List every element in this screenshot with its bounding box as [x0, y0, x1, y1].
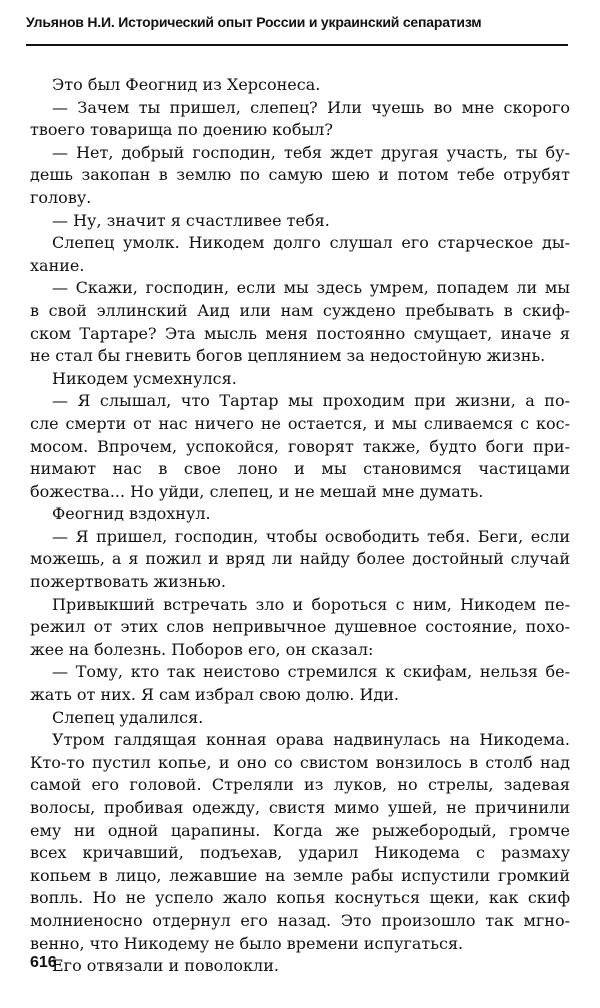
text-line: жать от них. Я сам избрал свою долю. Иди. — [30, 685, 400, 705]
text-line: самой его головой. Стреляли из луков, но стрелы, задевая — [30, 775, 570, 795]
text-line: Никодем усмехнулся. — [52, 368, 237, 388]
text-line: не стал бы гневить богов цеплянием за недостойную жизнь. — [30, 346, 546, 366]
text-line: в свой эллинский Аид или нам суждено пребывать в скиф- — [30, 300, 570, 320]
text-line: — Я слышал, что Тартар мы проходим при жизни, а по- — [52, 391, 570, 411]
text-line: дешь закопан в землю по самую шею и потом тебе отрубят — [30, 165, 570, 185]
text-line: Феогнид вздохнул. — [52, 504, 211, 524]
text-line: нимают нас в свое лоно и мы становимся частицами — [30, 459, 570, 479]
text-line: Утром галдящая конная орава надвинулась на Никодема. — [52, 730, 570, 750]
header-rule — [26, 44, 568, 46]
text-line: ском Тартаре? Эта мысль меня постоянно смущает, иначе я — [30, 323, 570, 343]
text-line: — Зачем ты пришел, слепец? Или чуешь во мне скорого — [52, 97, 570, 117]
text-line: твоего товарища по доению кобыл? — [30, 120, 333, 140]
text-line: Слепец умолк. Никодем долго слушал его старческое ды- — [52, 233, 570, 253]
text-line: — Я пришел, господин, чтобы освободить тебя. Беги, если — [52, 526, 570, 546]
text-line: можешь, а я пожил и вряд ли найду более достойный случай — [30, 549, 570, 569]
page-number: 616 — [30, 954, 57, 971]
text-line: Его отвязали и поволокли. — [52, 956, 279, 976]
text-line: Кто-то пустил копье, и оно со свистом вонзилось в столб над — [30, 752, 570, 772]
text-line: мосом. Впрочем, успокойся, говорят также, будто боги при- — [30, 436, 570, 456]
text-line: волосы, пробивая одежду, свистя мимо ушей, не причинили — [30, 798, 570, 817]
running-head: Ульянов Н.И. Исторический опыт России и украинский сепаратизм — [26, 14, 482, 30]
text-line: всех кричавший, подъехав, ударил Никодема с размаху — [30, 843, 570, 863]
text-line: пожертвовать жизнью. — [30, 572, 226, 592]
body-text — [30, 74, 570, 978]
text-line: ему ни одной царапины. Когда же рыжебородый, громче — [30, 820, 570, 840]
text-line: молниеносно отдернул его назад. Это произошло так мгно- — [30, 910, 570, 930]
text-line: хание. — [30, 255, 85, 275]
text-line: Это был Феогнид из Херсонеса. — [52, 75, 321, 94]
text-line: Слепец удалился. — [52, 707, 204, 727]
text-line: Привыкший встречать зло и бороться с ним, Никодем пе- — [52, 594, 570, 614]
text-line: венно, что Никодему не было времени испугаться. — [30, 933, 464, 953]
text-line: вопль. Но не успело жало копья коснуться щеки, как скиф — [30, 888, 570, 908]
text-line: копьем в лицо, лежавшие на земле рабы испустили громкий — [30, 865, 570, 885]
text-line: — Нет, добрый господин, тебя ждет другая участь, ты бу- — [52, 142, 570, 162]
text-line: режил от этих слов непривычное душевное состояние, похо- — [30, 617, 570, 637]
text-line: жее на болезнь. Поборов его, он сказал: — [30, 639, 374, 659]
text-line: — Скажи, господин, если мы здесь умрем, попадем ли мы — [52, 278, 570, 298]
text-line: божества... Но уйди, слепец, и не мешай мне думать. — [30, 481, 484, 501]
text-line: — Тому, кто так неистово стремился к скифам, нельзя бе- — [52, 662, 570, 682]
text-line: — Ну, значит я счастливее тебя. — [52, 210, 330, 230]
text-line: голову. — [30, 187, 92, 207]
text-line: сле смерти от нас ничего не остается, и мы сливаемся с кос- — [30, 413, 570, 433]
